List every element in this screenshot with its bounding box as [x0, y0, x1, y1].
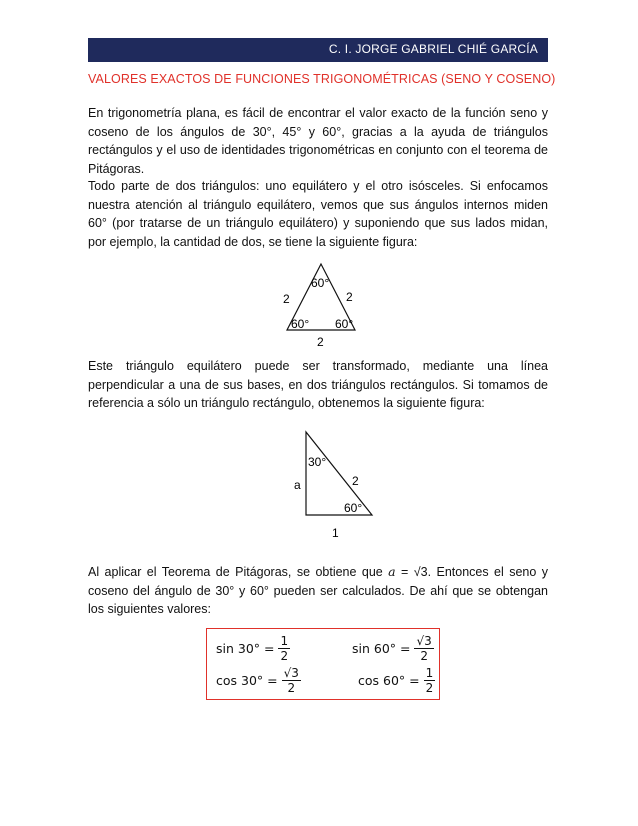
bottom-angle-label: 60° — [344, 501, 363, 515]
cos30-denominator: 2 — [287, 681, 296, 695]
page-title: VALORES EXACTOS DE FUNCIONES TRIGONOMÉTRICAS (SENO Y COSENO) — [88, 72, 556, 86]
paragraph-intro: En trigonometría plana, es fácil de encontrar el valor exacto de la función seno y coseno de los ángulos de 30°, 45° y 60°, gracias a la ayuda de triángulos rectángulos y el uso de identidades trigonométricas en conjunto con el teorema de Pitágoras. — [88, 106, 548, 176]
header-author: C. I. JORGE GABRIEL CHIÉ GARCÍA — [328, 42, 538, 56]
cos30-formula — [216, 666, 301, 695]
top-angle-label: 60° — [311, 276, 330, 290]
base-label: 1 — [332, 526, 339, 540]
right-side-label: 2 — [346, 290, 353, 304]
math-variable-a: a — [388, 564, 396, 579]
sin60-formula — [352, 634, 434, 663]
cos60-label: cos 60° = — [358, 673, 420, 688]
cos30-numerator: 3 — [291, 666, 299, 680]
base-label: 2 — [317, 335, 324, 349]
sin30-denominator: 2 — [280, 649, 289, 663]
cos30-fraction — [282, 666, 301, 695]
sin30-formula — [216, 634, 290, 663]
cos60-fraction — [424, 666, 436, 695]
paragraph-transform: Este triángulo equilátero puede ser transformado, mediante una línea perpendicular a una de sus bases, en dos triángulos rectángulos. Si tomamos de referencia a sólo un triángulo rectángulo, obtenemos la siguiente figura: — [88, 359, 548, 410]
pythagoras-text-before: Al aplicar el Teorema de Pitágoras, se obtiene que — [88, 565, 389, 579]
sin60-denominator: 2 — [420, 649, 428, 663]
sin60-numerator: 3 — [424, 634, 432, 648]
sin30-label: sin 30° = — [216, 641, 275, 656]
sin60-fraction — [414, 634, 433, 663]
equilateral-triangle-figure — [270, 258, 380, 350]
top-angle-label: 30° — [308, 455, 327, 469]
pythagoras-text-after: . Entonces el seno y coseno del ángulo de 30° y 60° pueden ser calculados. De ahí que se obtengan los siguientes valores: — [88, 565, 548, 616]
header-bar — [88, 38, 548, 62]
sqrt-icon: √ — [283, 666, 292, 680]
left-side-label: 2 — [283, 292, 290, 306]
cos60-numerator: 1 — [425, 666, 434, 680]
cos30-label: cos 30° = — [216, 673, 278, 688]
right-triangle-figure — [286, 426, 386, 544]
side-a-label: a — [294, 478, 301, 492]
math-equals-sqrt3: = √3 — [395, 565, 428, 579]
bottom-left-angle-label: 60° — [291, 317, 310, 331]
cos60-formula — [358, 666, 435, 695]
paragraph-triangles: Todo parte de dos triángulos: uno equilátero y el otro isósceles. Si enfocamos nuestra atención al triángulo equilátero, vemos que sus ángulos internos miden 60° (por tratarse de un triángulo equilátero) y suponiendo que sus lados midan, por ejemplo, la cantidad de dos, se tiene la siguiente figura: — [88, 179, 548, 249]
paragraph-pythagoras — [88, 563, 548, 619]
sqrt-icon: √ — [416, 634, 425, 648]
cos60-denominator: 2 — [425, 681, 434, 695]
hypotenuse-label: 2 — [352, 474, 359, 488]
sin30-fraction — [278, 634, 290, 663]
sin60-label: sin 60° = — [352, 641, 411, 656]
bottom-right-angle-label: 60° — [335, 317, 354, 331]
sin30-numerator: 1 — [280, 634, 289, 648]
